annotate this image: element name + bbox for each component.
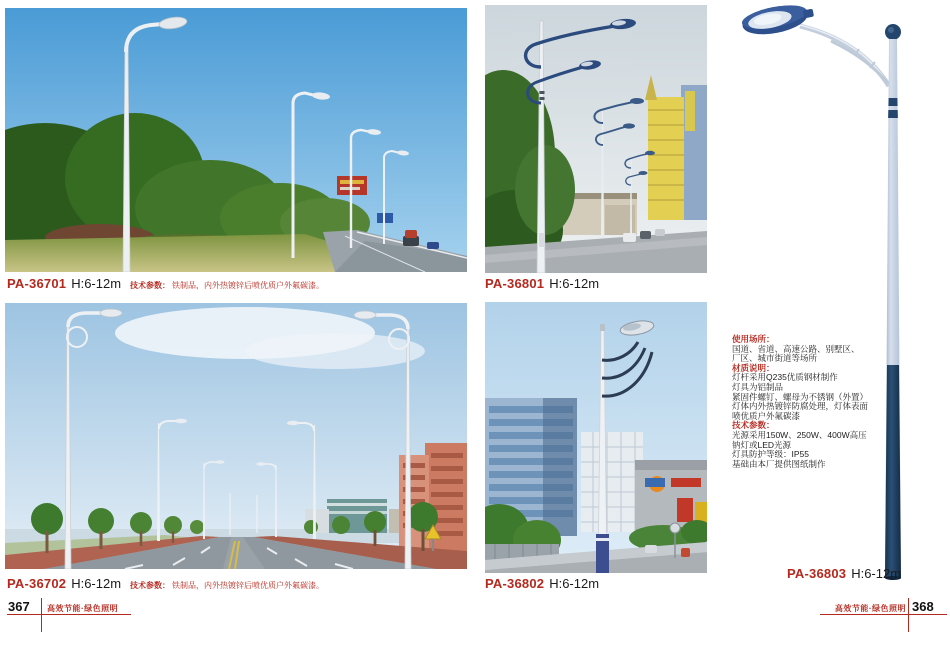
tech-note: 铁制品，内外热镀锌后喷优质户外氟碳漆。 <box>172 581 325 590</box>
product-code: PA-36702 <box>7 576 67 591</box>
spec-tech-title: 技术参数： <box>732 420 775 431</box>
product-height: H:6-12m <box>851 566 902 581</box>
highway-scene-illustration <box>5 8 467 272</box>
page-number-left: 367 <box>8 599 30 614</box>
lamp-head <box>740 0 816 39</box>
photo-pa36702-avenue-lamps <box>5 303 467 569</box>
spec-usage-line: 国道、省道、高速公路、别墅区、 <box>732 343 860 354</box>
tech-note: 铁制品，内外热镀锌后喷优质户外氟碳漆。 <box>172 281 325 290</box>
product-height: H:6-12m <box>549 576 600 591</box>
product-render-pa36803 <box>728 0 943 580</box>
tech-note-title: 技术参数： <box>130 281 171 290</box>
avenue-scene-illustration <box>5 303 467 569</box>
footer-divider-left <box>41 598 42 632</box>
spec-material-title: 材质说明： <box>732 362 775 373</box>
spec-tech-line: 光源采用150W、250W、400W高压 <box>732 429 867 440</box>
product-code: PA-36701 <box>7 276 67 291</box>
spec-material-line: 喷优质户外氟碳漆 <box>732 410 801 421</box>
spec-material-line: 灯体内外热镀锌防腐处理，灯体表面 <box>732 401 869 412</box>
product-code: PA-36802 <box>485 576 545 591</box>
spec-material-line: 灯具为铝制品 <box>732 381 784 392</box>
label-pa36701 <box>7 276 324 291</box>
footer-underline-left <box>7 614 131 615</box>
page-number-right: 368 <box>912 599 934 614</box>
label-pa36702 <box>7 576 324 591</box>
spec-tech-line: 基础由本厂提供图纸制作 <box>732 458 826 469</box>
footer-slogan-right: 高效节能·绿色照明 <box>834 604 906 613</box>
label-pa36803 <box>787 566 901 581</box>
photo-pa36801-street-lamps <box>485 5 707 273</box>
footer-slogan-left: 高效节能·绿色照明 <box>47 604 119 613</box>
lattice-billboard <box>581 432 643 532</box>
spec-usage-line: 厂区、城市街道等场所 <box>732 353 818 364</box>
product-code: PA-36801 <box>485 276 545 291</box>
lamp-pole-product-illustration <box>728 0 943 580</box>
product-height: H:6-12m <box>71 276 122 291</box>
spec-tech-line: 灯具防护等级：IP55 <box>732 449 809 460</box>
footer-underline-right <box>820 614 947 615</box>
lamp-arm <box>800 25 889 86</box>
product-height: H:6-12m <box>549 276 600 291</box>
photo-pa36802-city-lamp <box>485 302 707 573</box>
label-pa36801 <box>485 276 599 291</box>
spec-material-line: 灯杆采用Q235优质钢材制作 <box>732 372 838 383</box>
pole-finial-ball <box>885 24 901 40</box>
photo-pa36701-highway-lamps <box>5 8 467 272</box>
spec-usage-title: 使用场所： <box>732 334 775 344</box>
pole-shaft <box>885 39 901 580</box>
spec-tech-line: 钠灯或LED光源 <box>732 439 792 450</box>
spec-panel <box>732 335 932 469</box>
street-scene-illustration <box>485 5 707 273</box>
label-pa36802 <box>485 576 599 591</box>
product-height: H:6-12m <box>71 576 122 591</box>
tech-note-title: 技术参数： <box>130 581 171 590</box>
city-scene-illustration <box>485 302 707 573</box>
footer-divider-right <box>908 598 909 632</box>
spec-material-line: 紧固件螺钉、螺母为不锈钢（外置） <box>732 391 869 402</box>
product-code: PA-36803 <box>787 566 847 581</box>
